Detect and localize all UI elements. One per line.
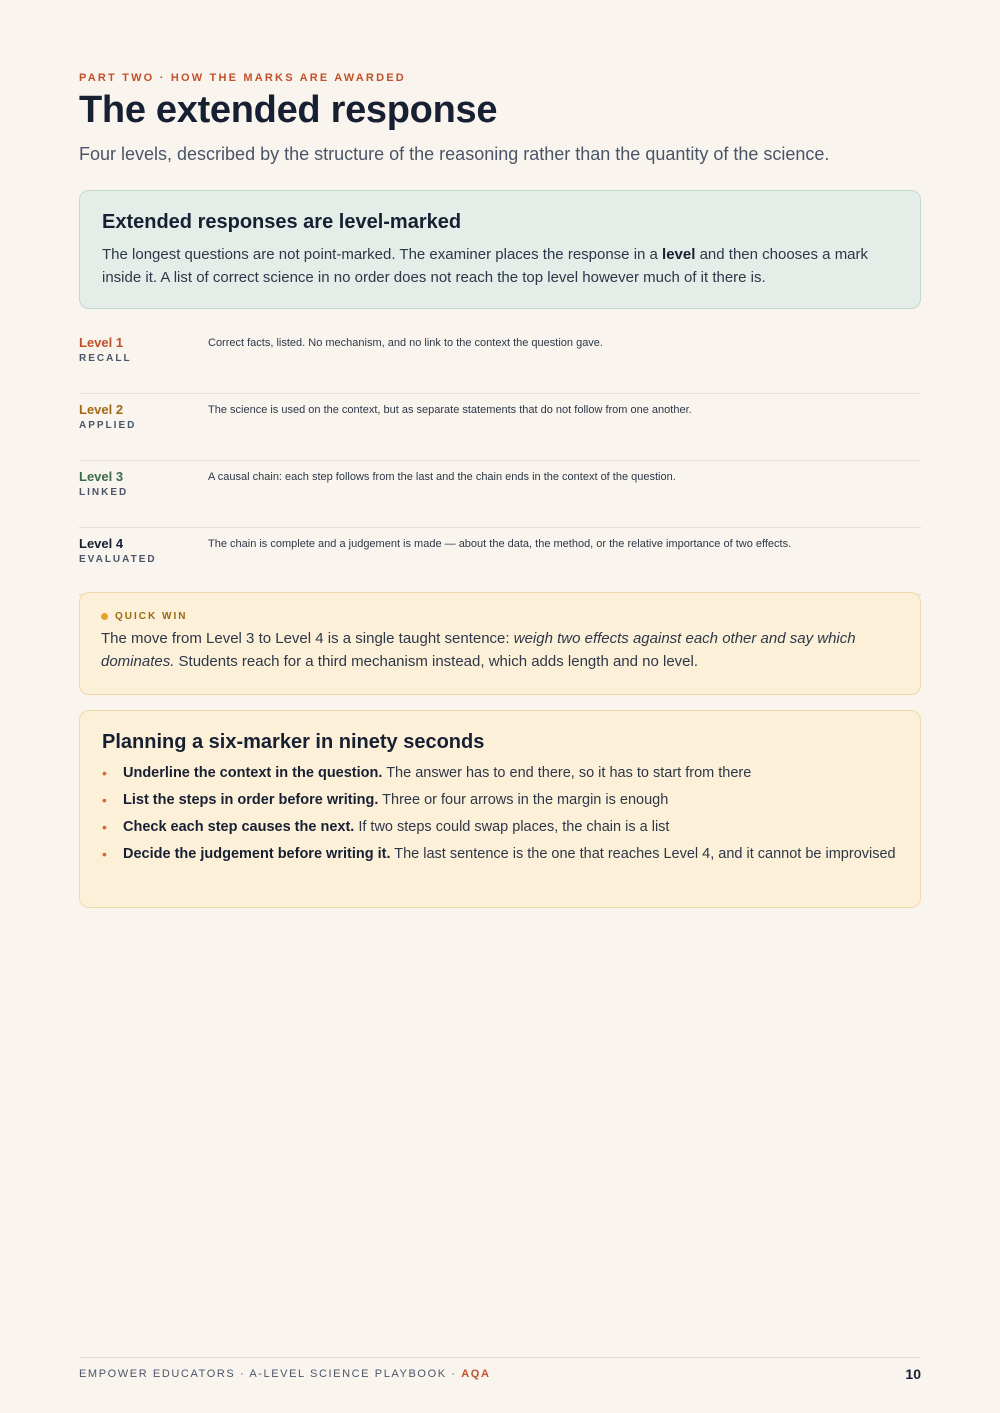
level-tag: RECALL [79,353,132,364]
list-item [102,762,898,784]
bullet-icon: • [102,846,107,862]
list-item-bold: Decide the judgement before writing it. [123,846,391,862]
level-description: The science is used on the context, but as separate statements that do not follow from one another. [208,404,692,416]
level-name: Level 3 [79,469,124,484]
planning-list [102,762,898,865]
quick-win-label-text: QUICK WIN [115,611,188,622]
page-subtitle: Four levels, described by the structure of the reasoning rather than the quantity of the science. [79,144,830,164]
list-item [102,843,898,865]
list-item [102,816,898,838]
level-description: Correct facts, listed. No mechanism, and no link to the context the question gave. [208,337,603,349]
callout-heading: Extended responses are level-marked [102,211,462,233]
quick-win-text [101,627,899,673]
level-name: Level 2 [79,402,124,417]
list-item-text: The answer has to end there, so it has to start from there [382,765,752,781]
list-item-text: The last sentence is the one that reaches Level 4, and it cannot be improvised [390,846,896,862]
quick-win-box [79,592,921,695]
list-item-bold: Underline the context in the question. [123,765,383,781]
level-row [79,528,921,595]
section-kicker: PART TWO · HOW THE MARKS ARE AWARDED [79,72,406,84]
level-description: A causal chain: each step follows from the last and the chain ends in the context of the question. [208,471,676,483]
list-item [102,789,898,811]
list-item-text: Three or four arrows in the margin is enough [378,792,669,808]
level-description: The chain is complete and a judgement is made — about the data, the method, or the relative importance of two effects. [208,538,792,550]
page [79,0,921,1413]
callout-text-part: The longest questions are not point-marked. The examiner places the response in a [102,246,663,263]
dot-icon [101,613,108,620]
callout-text-part: and then chooses a mark inside it. A list of correct science in no order does not reach the top level however much of it there is. [102,246,869,286]
page-title: The extended response [79,89,498,131]
quick-win-label [101,611,899,622]
bullet-icon: • [102,792,107,808]
level-row [79,394,921,461]
footer-credit-text: EMPOWER EDUCATORS · A-LEVEL SCIENCE PLAYBOOK · [79,1368,462,1380]
quick-win-text-part: Students reach for a third mechanism instead, which adds length and no level. [174,653,699,670]
callout-text-bold: level [662,246,696,263]
planning-heading: Planning a six-marker in ninety seconds [102,731,485,753]
level-marked-callout [79,190,921,309]
level-name: Level 4 [79,536,124,551]
bullet-icon: • [102,819,107,835]
level-tag: APPLIED [79,420,137,431]
level-tag: EVALUATED [79,554,157,565]
level-tag: LINKED [79,487,129,498]
page-number: 10 [905,1366,921,1382]
level-row [79,327,921,394]
list-item-bold: Check each step causes the next. [123,819,355,835]
list-item-bold: List the steps in order before writing. [123,792,379,808]
footer-board: AQA [461,1368,491,1380]
footer-divider [79,1357,921,1358]
list-item-text: If two steps could swap places, the chain is a list [354,819,670,835]
planning-box [79,710,921,908]
footer-credit [79,1368,491,1380]
callout-text [102,243,898,289]
bullet-icon: • [102,765,107,781]
levels-list [79,327,921,595]
level-name: Level 1 [79,335,124,350]
quick-win-text-part: The move from Level 3 to Level 4 is a single taught sentence: [101,630,514,647]
level-row [79,461,921,528]
quick-win-text-italic: weigh two effects against each other and say which dominates. [101,630,856,670]
